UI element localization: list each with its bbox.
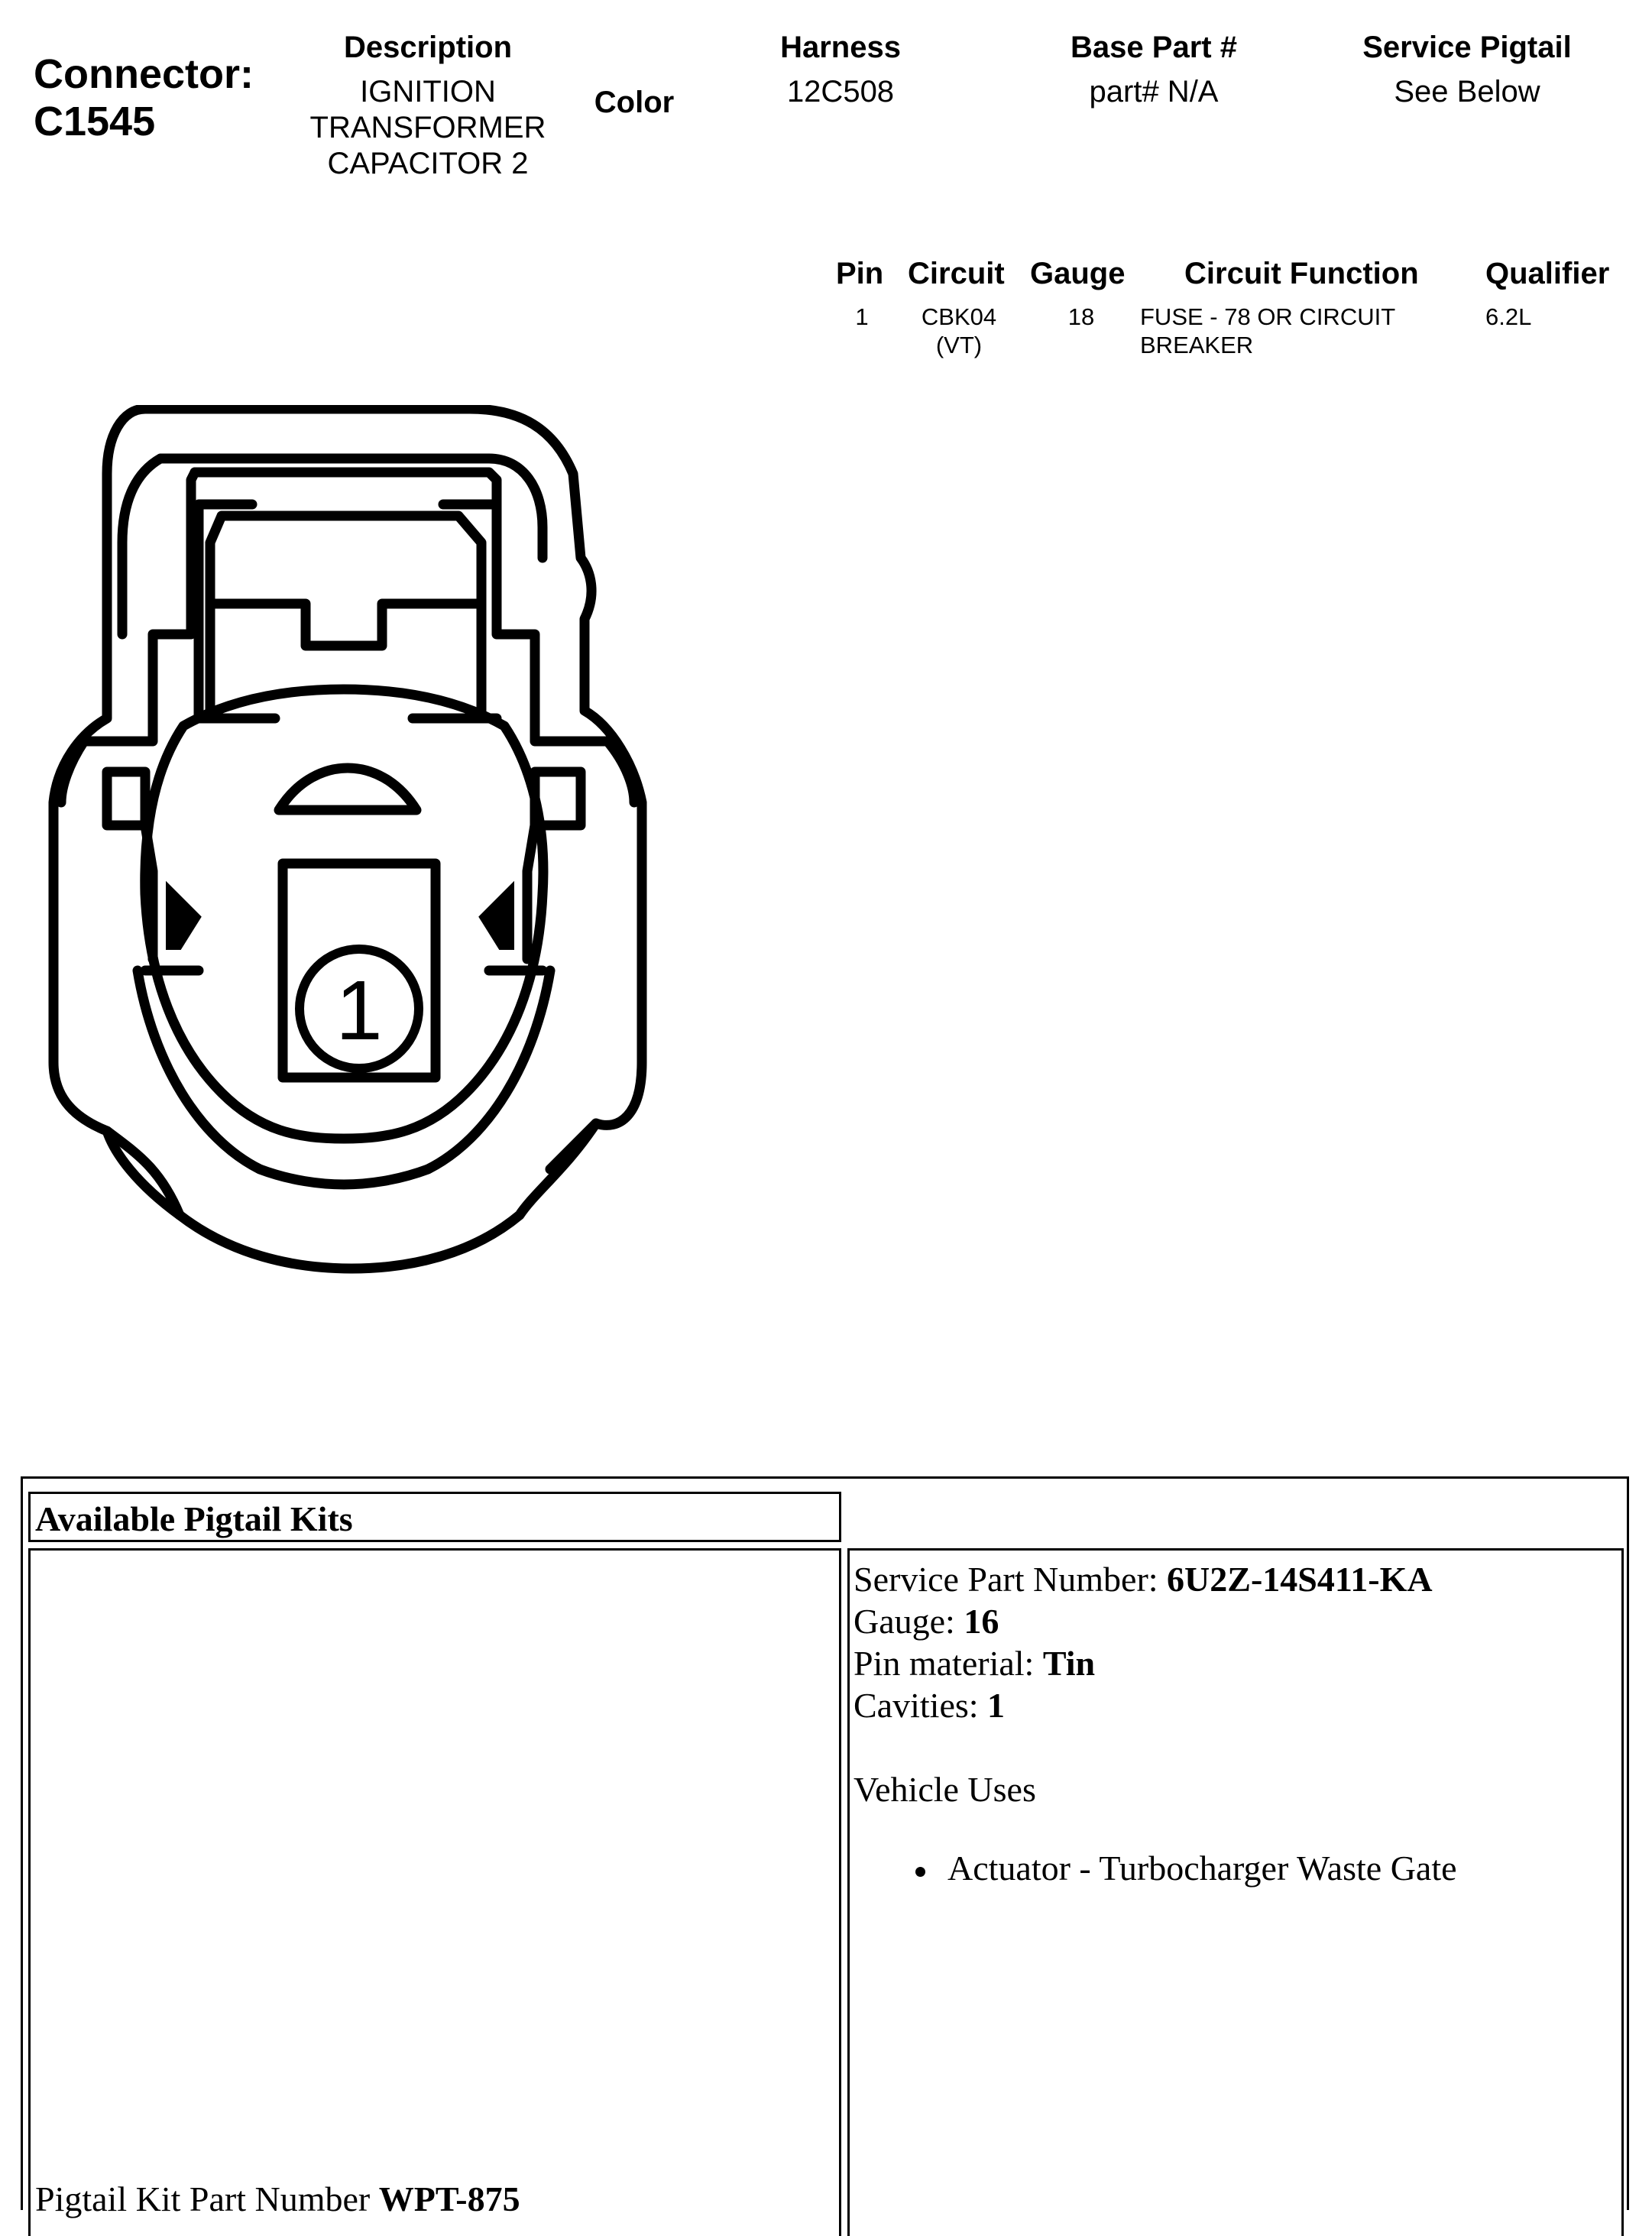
pigtail-gauge: [854, 1602, 999, 1641]
polarization-key: [279, 768, 416, 810]
description-value: [290, 74, 565, 182]
pigtail-kit-value: WPT-875: [378, 2179, 520, 2218]
function-line: BREAKER: [1140, 332, 1254, 358]
qualifier-value: 6.2L: [1485, 303, 1532, 330]
pigtail-kit-cell: [28, 1548, 841, 2236]
pin-material: [854, 1644, 1095, 1683]
description-line: CAPACITOR 2: [327, 147, 529, 180]
description-label: Description: [343, 31, 513, 64]
pin-1-label: 1: [335, 964, 383, 1058]
latch-tab: [210, 604, 481, 646]
pin-material-value: Tin: [1042, 1644, 1096, 1683]
color-label: Color: [594, 86, 675, 119]
service-pigtail-label: Service Pigtail: [1362, 31, 1572, 64]
circuit-function-header: Circuit Function: [1184, 257, 1419, 290]
qualifier-header: Qualifier: [1485, 257, 1610, 290]
gauge-header: Gauge: [1030, 257, 1126, 290]
circuit-function: [1140, 303, 1395, 359]
right-lock-tab: [481, 886, 512, 948]
function-line: FUSE - 78 OR CIRCUIT: [1140, 303, 1396, 330]
harness-label: Harness: [780, 31, 901, 64]
pigtail-kit-part-number: [35, 2179, 520, 2219]
cavities: [854, 1686, 1005, 1726]
pin-number: 1: [855, 303, 869, 330]
pigtail-gauge-label: Gauge:: [854, 1602, 964, 1641]
description-line: TRANSFORMER: [309, 111, 546, 144]
connector-face-diagram: [46, 405, 657, 1276]
connector-title: [34, 50, 254, 145]
left-lock-tab: [168, 886, 199, 948]
pigtail-gauge-value: 16: [964, 1602, 999, 1641]
pin-header: Pin: [836, 257, 884, 290]
pigtail-details-cell: [847, 1548, 1624, 2236]
pigtail-header: Available Pigtail Kits: [35, 1499, 353, 1538]
connector-label: Connector:: [34, 51, 254, 97]
vehicle-uses-label: Vehicle Uses: [854, 1770, 1036, 1809]
connector-id: C1545: [34, 99, 156, 144]
pigtail-header-cell: [28, 1492, 841, 1542]
pin-material-label: Pin material:: [854, 1644, 1043, 1683]
vehicle-uses-list: [909, 1849, 1457, 1888]
circuit-code: [909, 303, 1009, 359]
service-pigtail-value: See Below: [1394, 75, 1540, 109]
pigtail-kit-label: Pigtail Kit Part Number: [35, 2179, 379, 2218]
circuit-line: CBK04: [921, 303, 997, 330]
cavities-label: Cavities:: [854, 1686, 988, 1725]
service-part-number: [854, 1560, 1433, 1599]
latch-frame: [195, 472, 634, 802]
list-item: Actuator - Turbocharger Waste Gate: [909, 1849, 1457, 1888]
base-part-label: Base Part #: [1071, 31, 1237, 64]
gauge-value: 18: [1067, 303, 1095, 330]
circuit-header: Circuit: [908, 257, 1005, 290]
circuit-line: (VT): [935, 332, 983, 358]
description-line: IGNITION: [360, 75, 496, 109]
harness-value: 12C508: [786, 75, 895, 109]
service-part-value: 6U2Z-14S411-KA: [1167, 1560, 1433, 1599]
base-part-value: part# N/A: [1089, 75, 1219, 109]
service-part-label: Service Part Number:: [854, 1560, 1168, 1599]
cavities-value: 1: [987, 1686, 1006, 1725]
